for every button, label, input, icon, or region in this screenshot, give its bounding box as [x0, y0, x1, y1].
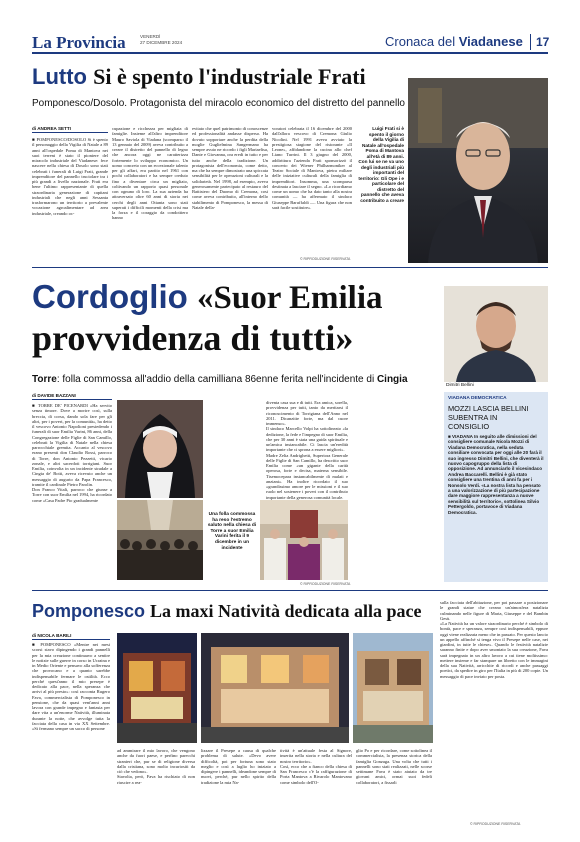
altar-illustration: [260, 500, 348, 580]
lutto-col-3: evitato che quel patrimonio di conoscenze ed professionalità andasse disperso. Ha dovuto sopportare anche la perdita della moglie Guglielmina Sangermano ha sempre avuto ne ricordo i figli Mariaelisa, Dante e Giovanna, ora eredi in tutto e per tutto anche della tradizione. Un protagonista dell'economia, come detto, ma che ha sempre dimostrato una spiccata sensibilità per le operazioni culturali e la solidarietà. Nel 1998, ad esempio, aveva generosamente partecipato al restauro del Battistero del Duomo di Cremona, cosi come aveva contribuito, all'interno dello stabilimento di Pomponesco, la messa di Natale della-: [192, 126, 268, 210]
lutto-byline: di ANDREA SETTI: [32, 126, 71, 131]
presepe-byline-rule: [32, 639, 110, 640]
cordoglio-subtitle-bold: Torre: [32, 374, 57, 385]
page-number: 17: [536, 35, 550, 49]
lutto-byline-rule: [32, 132, 108, 133]
dimitri-bellini-photo: [444, 286, 548, 382]
lutto-bottom-rule: [32, 267, 548, 268]
presepe-kicker: Pomponesco: [32, 601, 146, 621]
presepe-title: La maxi Natività dedicata alla pace: [150, 601, 422, 621]
section-prefix: Cronaca del: [385, 34, 459, 49]
presepe-col-6: sulla facciata dell'abitazione, per poi passare a posizionare le grandi statue che creano un'atmosfera natalizia culminando nelle figure di Maria, Giuseppe e del Bambin Gesù. «La Natività ha un valore straordinario perché è simbolo di bontà, pace e speranza, sempre così indispensabili, eppure oggi viene realizzata meno che in passato. Per questo lancio un appello affinché si tenga vivo il Presepe nelle case, nei giardini, in tutte le chiese». Quando le festività natalizie saranno finite e dopo aver smontato la sua creazione, Fava sarà impegnato in un altro lavoro a cui tiene moltissimo: mettere insieme e far stampare un libretto con le immagini della sua Natività, arricchite di ricordi e anche passaggi poetici, da spedire in giro per l'Italia in più di 200 copie. Un messaggio di pace inviato per posta.: [440, 600, 548, 679]
nativity-night-photo: [117, 633, 197, 743]
presepe-col-3: lizzare il Presepe a causa di qualche problema di salute. «Devo avere difficoltà, poi per fortuna sono stato meglio e così a luglio ho iniziato a dipingere i pannelli, ideandone sempre di nuovi, perché, pur nello spirito della tradizione la mia Na-: [201, 748, 276, 785]
facade-illustration: [201, 633, 349, 743]
daylight-illustration: [353, 633, 433, 743]
cordoglio-credit: © RIPRODUZIONE RISERVATA: [300, 582, 351, 586]
nun-portrait: [117, 400, 203, 498]
cordoglio-subtitle-place: Cingia: [376, 374, 408, 385]
lutto-subtitle: Pomponesco/Dosolo. Protagonista del miracolo economico del distretto del pannello: [32, 98, 405, 109]
portrait-illustration: [408, 78, 548, 263]
bellini-portrait: [444, 286, 548, 382]
cordoglio-subtitle: [32, 374, 408, 386]
presepe-credit: © RIPRODUZIONE RISERVATA: [470, 822, 521, 826]
header-divider: [530, 34, 531, 50]
presepe-byline: di NICOLA BARILI: [32, 633, 72, 638]
sidebar-kicker: VIADANA DEMOCRATICA: [448, 396, 507, 401]
lutto-caption: Luigi Frati si è spento il giorno della Vigilia di Natale all'ospedale Poma di Mantova all'età di 89 anni. Con lui se ne va uno degli industriali più importanti del territorio: Gli Ope i e particolare del distretto del pannello che aveva contribuito a creare: [358, 126, 404, 203]
masthead: La Provincia: [32, 33, 126, 52]
section-bold: Viadanese: [458, 34, 523, 49]
cordoglio-photo-caption: Una folla commossa ha reso l'estremo saluto nella chiesa di Torre a suor Emilia Varini ferita il 9 dicembre in un incidente: [207, 512, 257, 551]
lutto-title: Si è spento l'industriale Frati: [93, 64, 366, 89]
luigi-frati-photo: [408, 78, 548, 263]
cordoglio-subtitle-rest: : folla commossa all'addio della camilliana 86enne ferita nell'incidente di: [56, 374, 377, 385]
cordoglio-title-1: «Suor Emilia: [196, 280, 383, 316]
church-crowd-illustration: [117, 500, 203, 580]
presepe-col-1: ■ POMPONESCO «Mentre nei mesi scorsi stavo dipingendo i grandi pannelli per la mia creazione continuavo a sentire le notizie sulle guerre in corso in Ucraina e in Medio Oriente e pensavo alla sofferenza che provocano e a quanto sarebbe indispensabile fermare le ostilità. Ecco perché quest'anno il mio presepe è dedicato alla pace, nella speranza che arrivi al più presto»: così racconta Rugero Fava, commercialista di Pomponesco in pensione, che da quasi vent'anni anni lavora con grande impegno e fantasia per dare vita a un'enorme Natività, illuminata durante la notte, che avvolge tutta la facciata della casa in via XX Settembre. «Si fermano sempre un sacco di persone: [32, 642, 110, 731]
nativity-facade-photo: [201, 633, 349, 743]
lutto-headline: [32, 64, 366, 90]
cordoglio-byline: di DAVIDE BAZZANI: [32, 393, 76, 398]
cordoglio-byline-rule: [32, 399, 112, 400]
lutto-kicker: Lutto: [32, 64, 87, 89]
issue-day: VENERDÌ: [140, 34, 161, 39]
sidebar-text: ■ VIADANA In seguito alle dimissioni del consigliere comunale Nicola Mozzi di Viadana Democratica, nella seduta consiliare convocata per oggi alle 20 farà il suo ingresso Dimitri Bellini, che diventerà il nuovo capogruppo della lista di opposizione. Ad annunciarlo il vicesindaco Andrea Baccarelli. Bellini è già stato consigliere una trentina di anni fa per i Nonsolo Verdi. «La nostra lista ha pensato a una valorizzazione di più partecipazione dare maggiore rappresentanza a nuove sensibilità sul territorio», sottolinea Silvio Pettergoldo, portavoce di Viadana Democratica.: [448, 434, 544, 515]
nativity-night-illustration: [117, 633, 197, 743]
lutto-col-1: ■ POMPONESCO/DOSOLO Si è spento il personaggio della Vigilia di Natale a 89 anni all'ospedale Poma di Mantova nei suoi terreni è stato il pioniere del miracolo industriale del Viadanese: fece nascere nella chiesa di Dosolo sono stati celebrati i funerali di Luigi Frati, grande imprenditore del pannello truciolare tra i più grandi a livello nazionale. Frati era bene l'ultimo rappresentante di quella straordinaria generazione di capitani industriali che negli anni Sessanta trasformarono un territorio a prevalente vocazione agroalimentare ad area industriale, creando oc-: [32, 137, 108, 216]
cordoglio-title-line-1: [32, 278, 383, 317]
cordoglio-bottom-rule: [32, 590, 548, 591]
lutto-col-2: cupazione e ricchezza per migliaia di famiglie. Insieme all'altro imprenditore Mauro Saviola di Viadana (scomparso il 13 gennaio del 2009) aveva contribuito a creare il distretto del pannello di legno che ancora oggi ne caratterizza fortemente lo sviluppo economico. Un uomo concreto con un eccezionale talento per gli affari, era partito nel 1961 con pochi collaboratori e ha sempre creduto fino a diventare circa un migliaio, coltivando un rapporto quasi personale con ognuno di loro. La sua azienda ha attraversato oltre 60 anni di storia nei cerchi degli anni Ottanta sono stati superati i difficili momenti della crisi ma la forza e il coraggio da condottiero hanno: [112, 126, 188, 221]
cordoglio-kicker: Cordoglio: [32, 278, 188, 315]
viadana-sidebar: [444, 392, 548, 582]
lutto-col-4: voratori celebrata il 16 dicembre del 2000 dall'allora vescovo di Cremona Giulio Nicolini. Nel 1991 aveva avviato la prestigiosa stagione del ristorante «Il Leone», affidandone la cucina allo chef Liano Turrini. Il 3 giugno del 2000, addirittura l'azienda Frati sponsorizzò il concerto dei Wiener Philharmoniker al Teatro Sociale di Mantova, pietra miliare delle iniziative culturali della famiglia di imprenditori. Insomma, una scomparsa destinata a lasciare il segno. «Lo ricordiamo come un uomo che ha dato tanto alla nostra comunità — ha affermato il sindaco Giuseppe Baruffaldi —. Una figura che non sarà facile sostituire».: [272, 126, 352, 210]
suor-emilia-photo: [117, 400, 203, 498]
dimitri-bellini-name: Dimitri Bellini: [444, 382, 548, 390]
sidebar-title: MOZZI LASCIA BELLINI SUBENTRA IN CONSIGLIO: [448, 404, 529, 431]
presepe-col-2: ad ammirare il mio lavoro, che vengono anche da fuori paese, e perfino parecchi stranieri che, pur se di religione diversa dalla cristiana, sono molto incuriositi da ciò che vedono». Stavolta, però, Fava ha rischiato di non riuscire a rea-: [117, 748, 195, 785]
nativity-daylight-photo: [353, 633, 433, 743]
church-altar-photo: [260, 500, 348, 580]
cordoglio-col-2: diventa casa sua e di tutti. Era amica, sorella, provvidenza per tutti, tanto da meritarsi il riconoscimento di Torrigiana dell'Anno nel 2011. Dicanzitte forte, ma dal cuore immenso». Il sindaco Marcello Volpi ha sottolineato «la dedizione, la fede e l'impegno di suor Emilia, che per 30 anni è stata una guida spirituale e un'amica instancabile. Ci lascia un'eredità importante che ci sprona a essere migliori». Madre Zelia Andrighetti, Superiora Generale delle Figlie di San Camillo, ha descritto suor Emilia come «un gigante della carità operosa, forte e decisa, materna sensibile. Tisemocepara instancabilmente di malati e anziani». Ha inoltre ricordato il suo «grandissimo amore per le missioni e il suo ruolo nel sostenere i poveri con il contributo importante della generosa comunità locale.: [266, 400, 348, 500]
section-title: [385, 35, 523, 49]
lutto-credit: © RIPRODUZIONE RISERVATA: [300, 257, 351, 261]
presepe-headline: [32, 600, 422, 622]
presepe-col-4: tività è un'attuale festa al Signore, inserita nella storia e nella cultura del nostro territorio». Così, ecco che a fianco della chiesa di San Francesco c'è la raffigurazione di Porta Mantova a Rivarolo Mantovano come simbolo dell'O-: [280, 748, 352, 785]
header-rule: [32, 52, 548, 54]
cordoglio-col-1: ■ TORRE DE' PICENARDI «Ha servito senza timore. Dove a morire così, sulla breccia, di corsa, dando sola fare per gli altri, per i poveri, per la comunità», ha detto il vescovo Antonio Napolioni presiedendo i funerali di suor Emilia Varini, 86 anni, della Congregazione delle Figlie di San Camillo, celebrati la Vigilia di Natale nella chiesa parrocchiale gremita. Accanto al vescovo erano presenti don Claudio Rossi, parroco di Torre, don Antonio Pezzetti, vicario zonale, e altri sacerdoti torrigiani. Suor Emilia, coinvolta in un incidente stradale a Cingia de' Botti, aveva ricevuto anche un messaggio di augurio da Papa Francesco, tramite il cardinale Pietro Parolin. Don Franco Vitali, parroco che giunse a Torre con suor Emilia nel 1994, ha ricordato come «Casa Padre Pio gradualmente: [32, 403, 112, 503]
issue-date: 27 DICEMBRE 2024: [140, 40, 183, 45]
cordoglio-title-2: provvidenza di tutti»: [32, 318, 354, 358]
presepe-col-5: glio Po e per ricordare, come sottolinea il commercialista, la presenza storica della famiglia Gonzaga. Una volta che tutti i pannelli sono stati realizzati, nelle scorse settimane Fava è stato aiutato da tre giovani amici, ormai suoi fedeli collaboratori, a fissarli: [356, 748, 432, 785]
funeral-crowd-photo: [117, 500, 203, 580]
